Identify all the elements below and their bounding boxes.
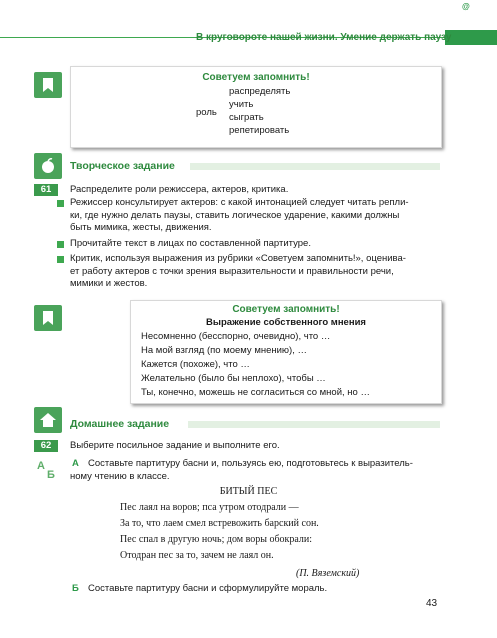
memo-box-roles: [70, 66, 442, 148]
text-line: ному чтению в классе.: [70, 470, 170, 482]
memo-title: Советуем запомнить!: [202, 72, 310, 83]
task-number-61: 61: [34, 184, 58, 196]
bullet-marker: [57, 200, 64, 207]
poem-line: Отодран пес за то, зачем не лаял он.: [120, 550, 274, 561]
memo-line: На мой взгляд (по моему мнению), …: [141, 345, 308, 356]
memo-line: Несомненно (бесспорно, очевидно), что …: [141, 331, 331, 342]
task-item: [70, 197, 450, 235]
bookmark-icon: [34, 305, 62, 331]
text-line: Критик, используя выражения из рубрики «Советуем запомнить!», оценива-: [70, 253, 406, 264]
memo-line: Кажется (похоже), что …: [141, 359, 250, 370]
poem-line: Пес лаял на воров; пса утром отодрали —: [120, 502, 299, 513]
text-line: быть мимика, жесты, движения.: [70, 222, 212, 233]
poem-line: Пес спал в другую ночь; дом воры обокрали:: [120, 534, 313, 545]
memo-title: Советуем запомнить!: [232, 304, 340, 315]
text-line: Режиссер консультирует актеров: с какой интонацией следует читать репли-: [70, 197, 409, 208]
memo-word: учить: [229, 99, 254, 110]
abc-letters-icon: [36, 458, 62, 480]
task-item: [70, 253, 450, 291]
option-a-text: [70, 458, 458, 483]
memo-line: Желательно (было бы неплохо), чтобы …: [141, 373, 326, 384]
page-number: 43: [426, 598, 438, 609]
task-number-62: 62: [34, 440, 58, 452]
section-title-home: Домашнее задание: [70, 418, 170, 430]
section-rule: [188, 421, 440, 428]
memo-subtitle: Выражение собственного мнения: [206, 317, 366, 328]
section-title-creative: Творческое задание: [70, 160, 175, 172]
running-header-title: В круговороте нашей жизни. Умение держать паузу: [196, 32, 452, 43]
text-line: Составьте партитуру басни и, пользуясь ею, подготовьтесь к выразитель-: [88, 458, 413, 469]
svg-text:Б: Б: [47, 469, 55, 480]
memo-box-opinion: [130, 300, 442, 404]
poem-author: (П. Вяземский): [296, 568, 360, 579]
svg-text:А: А: [37, 460, 45, 472]
task-intro: Распределите роли режиссера, актеров, критика.: [70, 184, 289, 195]
text-line: ки, где нужно делать паузы, ставить логическое ударение, какими должны: [70, 209, 400, 221]
option-letter-a: А: [72, 458, 79, 469]
bullet-marker: [57, 241, 64, 248]
text-line: ет работу актеров с точки зрения выразительности и правильности речи,: [70, 265, 394, 277]
poem-title: БИТЫЙ ПЕС: [219, 486, 278, 497]
task-item: Прочитайте текст в лицах по составленной партитуре.: [70, 238, 311, 249]
bookmark-icon: [34, 72, 62, 98]
memo-line: Ты, конечно, можешь не согласиться со мной, но …: [141, 387, 370, 398]
option-b-text: Составьте партитуру басни и сформулируйте мораль.: [88, 583, 328, 594]
poem-line: За то, что лаем смел встревожить барский сон.: [120, 518, 319, 529]
section-rule: [190, 163, 440, 170]
header-accent-bar: [445, 30, 497, 45]
memo-word: репетировать: [229, 125, 290, 136]
home-icon: [34, 407, 62, 433]
memo-left-word: роль: [196, 107, 217, 118]
option-letter-b: Б: [72, 583, 79, 594]
poem-body: [120, 500, 450, 564]
memo-word: распределять: [229, 86, 291, 97]
bullet-marker: [57, 256, 64, 263]
memo-word: сыграть: [229, 112, 264, 123]
text-line: мимики и жестов.: [70, 278, 148, 289]
publisher-logo: @: [462, 2, 470, 11]
task-intro: Выберите посильное задание и выполните его.: [70, 440, 280, 451]
apple-icon: [34, 153, 62, 179]
